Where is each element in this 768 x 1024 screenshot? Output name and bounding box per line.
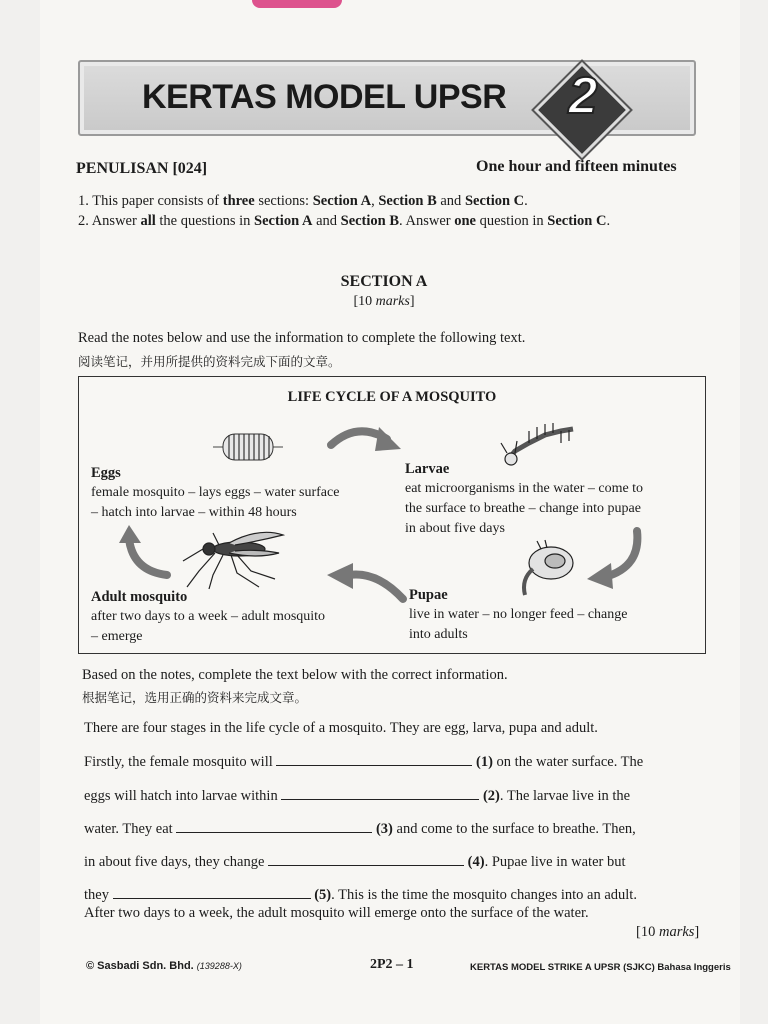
arrow-eggs-to-larvae-icon (327, 421, 407, 457)
answer-blank-5[interactable] (113, 886, 311, 899)
answer-blank-4[interactable] (268, 853, 464, 866)
passage-line-1: There are four stages in the life cycle of a mosquito. They are egg, larva, pupa and adult. (84, 720, 598, 736)
arrow-pupae-to-adult-icon (327, 561, 407, 601)
arrow-adult-to-eggs-icon (119, 525, 175, 581)
passage-line-7: After two days to a week, the adult mosquito will emerge onto the surface of the water. (84, 905, 589, 921)
adult-text: after two days to a week – adult mosquito – emerge (91, 609, 326, 644)
instruction-1: 1. This paper consists of three sections: Section A, Section B and Section C. (78, 193, 528, 209)
footer-publisher: © Sasbadi Sdn. Bhd. (139288-X) (86, 960, 242, 972)
passage-line-5: in about five days, they change (4). Pupae live in water but (84, 854, 626, 870)
pupa-illustration (511, 539, 581, 599)
answer-blank-1[interactable] (276, 753, 472, 766)
task-chinese: 根据笔记，选用正确的资料来完成文章。 (82, 690, 308, 705)
answer-blank-3[interactable] (176, 820, 372, 833)
notes-title: LIFE CYCLE OF A MOSQUITO (287, 389, 497, 405)
footer-series: KERTAS MODEL STRIKE A UPSR (SJKC) Bahasa Inggeris (470, 962, 731, 973)
passage-line-3: eggs will hatch into larvae within (2). The larvae live in the (84, 788, 631, 804)
section-marks: [10 marks] (353, 294, 415, 309)
eggs-title: Eggs (91, 465, 121, 481)
banner-number: 2 (568, 67, 598, 125)
intro-english: Read the notes below and use the information to complete the following text. (78, 330, 526, 346)
paper-code: PENULISAN [024] (76, 160, 208, 177)
instruction-2: 2. Answer all the questions in Section A and Section B. Answer one question in Section C. (78, 213, 611, 229)
passage-line-4: water. They eat (3) and come to the surface to breathe. Then, (84, 821, 636, 837)
arrow-larvae-to-pupae-icon (587, 527, 645, 589)
duration: One hour and fifteen minutes (476, 158, 677, 175)
eggs-text: female mosquito – lays eggs – water surface – hatch into larvae – within 48 hours (91, 485, 340, 520)
passage-line-6: they (5). This is the time the mosquito changes into an adult. (84, 887, 637, 903)
task-english: Based on the notes, complete the text below with the correct information. (82, 667, 508, 683)
section-title: SECTION A (340, 273, 428, 290)
footer-page: 2P2 – 1 (370, 957, 414, 972)
eggs-illustration (213, 429, 283, 465)
banner-title: KERTAS MODEL UPSR (142, 78, 507, 116)
notes-box (78, 376, 706, 654)
top-decoration (252, 0, 342, 8)
larva-illustration (499, 421, 579, 471)
larvae-title: Larvae (405, 461, 450, 477)
answer-blank-2[interactable] (281, 787, 479, 800)
pupae-text: live in water – no longer feed – change into adults (409, 607, 628, 642)
intro-chinese: 阅读笔记，并用所提供的资料完成下面的文章。 (78, 354, 341, 369)
larvae-text: eat microorganisms in the water – come to the surface to breathe – change into pupae in about five days (405, 481, 644, 536)
adult-title: Adult mosquito (91, 589, 188, 605)
passage-marks: [10 marks] (636, 924, 700, 940)
adult-mosquito-illustration (179, 527, 289, 591)
passage-line-2: Firstly, the female mosquito will (1) on the water surface. The (84, 754, 644, 770)
pupae-title: Pupae (409, 587, 448, 603)
